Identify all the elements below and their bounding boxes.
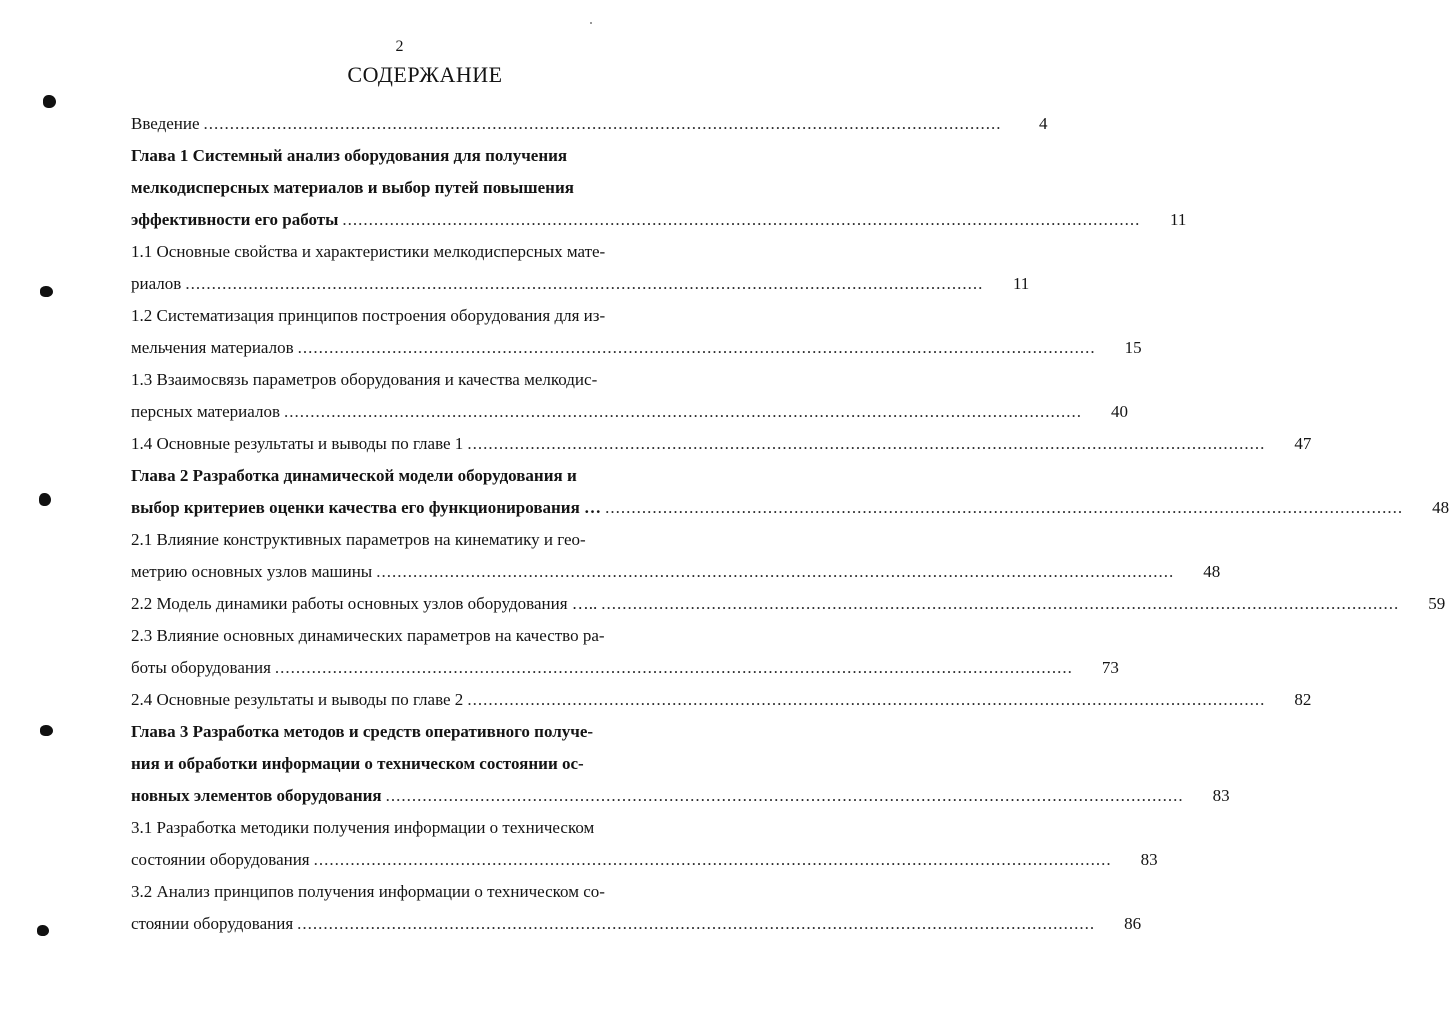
dot-leader <box>386 780 1184 812</box>
scan-blot <box>43 95 56 108</box>
toc-section-entry <box>131 812 1158 876</box>
toc-section-entry <box>131 428 1312 460</box>
toc-line <box>131 396 1128 428</box>
toc-page-number: 82 <box>1294 690 1312 709</box>
toc-line <box>131 684 1312 716</box>
toc-line <box>131 428 1312 460</box>
toc-line <box>131 652 1119 684</box>
toc-entry-text: 2.3 Влияние основных динамических параметров на качество ра- <box>131 626 605 645</box>
toc-page-number: 48 <box>1203 562 1221 581</box>
toc-entry-text: 2.1 Влияние конструктивных параметров на кинематику и гео- <box>131 530 586 549</box>
scan-blot <box>40 286 53 297</box>
toc-section-entry <box>131 300 1142 364</box>
toc-line <box>131 876 701 908</box>
toc-line <box>131 908 1142 940</box>
toc-line <box>131 620 701 652</box>
toc-entry-text: эффективности его работы <box>131 210 339 229</box>
page-number: 2 <box>395 38 404 55</box>
toc-section-entry <box>131 684 1312 716</box>
scan-blot <box>37 925 49 936</box>
toc-entry-text: новных элементов оборудования <box>131 786 382 805</box>
dot-leader <box>185 268 983 300</box>
toc-line <box>131 748 701 780</box>
toc-page-number: 73 <box>1101 658 1119 677</box>
dot-leader <box>467 684 1265 716</box>
toc-chapter-entry <box>131 460 1449 524</box>
toc-line <box>131 236 701 268</box>
toc-entry-text: состоянии оборудования <box>131 850 310 869</box>
toc-entry-text: 1.1 Основные свойства и характеристики мелкодисперсных мате- <box>131 242 606 261</box>
toc-entry-text: риалов <box>131 274 182 293</box>
toc-page-number: 40 <box>1110 402 1128 421</box>
toc-page-number: 48 <box>1432 498 1449 517</box>
toc-page-number: 11 <box>1170 210 1187 229</box>
toc-section-entry <box>131 524 1221 588</box>
dot-leader <box>284 396 1082 428</box>
dot-leader <box>376 556 1174 588</box>
toc-page-number: 47 <box>1294 434 1312 453</box>
scan-blot <box>39 493 51 506</box>
toc-entry-text: Глава 1 Системный анализ оборудования для получения <box>131 146 568 165</box>
toc-line <box>131 588 1446 620</box>
toc-line <box>131 492 1449 524</box>
scan-dot <box>590 22 592 24</box>
toc-line <box>131 556 1221 588</box>
toc-entry-text: 1.2 Систематизация принципов построения оборудования для из- <box>131 306 606 325</box>
toc-entry-text: 3.2 Анализ принципов получения информации о техническом со- <box>131 882 605 901</box>
toc-entry-text: 1.3 Взаимосвязь параметров оборудования и качества мелкодис- <box>131 370 598 389</box>
toc-entry-text: 1.4 Основные результаты и выводы по главе 1 <box>131 434 464 453</box>
toc-page-number: 59 <box>1428 594 1446 613</box>
toc-page-number: 11 <box>1012 274 1030 293</box>
toc-section-entry <box>131 364 1128 428</box>
dot-leader <box>314 844 1112 876</box>
toc-entry-text: Глава 2 Разработка динамической модели оборудования и <box>131 466 577 485</box>
toc-entry-text: ния и обработки информации о техническом состоянии ос- <box>131 754 584 773</box>
toc-entry-text: 3.1 Разработка методики получения информации о техническом <box>131 818 595 837</box>
toc-entry-text: Введение <box>131 114 200 133</box>
toc-chapter-entry <box>131 140 1187 236</box>
toc-line <box>131 364 701 396</box>
dot-leader <box>601 588 1399 620</box>
toc-entry-text: Глава 3 Разработка методов и средств оперативного получе- <box>131 722 594 741</box>
toc-line <box>131 716 701 748</box>
table-of-contents <box>131 108 1449 940</box>
toc-line <box>131 460 701 492</box>
toc-page-number: 86 <box>1124 914 1142 933</box>
toc-line <box>131 172 701 204</box>
toc-entry-text: выбор критериев оценки качества его функционирования … <box>131 498 602 517</box>
toc-line <box>131 812 701 844</box>
dot-leader <box>298 332 1096 364</box>
toc-section-entry <box>131 108 1048 140</box>
dot-leader <box>204 108 1002 140</box>
toc-entry-text: 2.4 Основные результаты и выводы по главе 2 <box>131 690 464 709</box>
toc-line <box>131 332 1142 364</box>
toc-line <box>131 140 701 172</box>
toc-section-entry <box>131 876 1142 940</box>
toc-entry-text: мелкодисперсных материалов и выбор путей повышения <box>131 178 574 197</box>
toc-line <box>131 268 1030 300</box>
toc-line <box>131 108 1048 140</box>
toc-chapter-entry <box>131 716 1230 812</box>
toc-entry-text: персных материалов <box>131 402 280 421</box>
toc-page-number: 83 <box>1140 850 1158 869</box>
toc-section-entry <box>131 620 1119 684</box>
dot-leader <box>467 428 1265 460</box>
toc-page-number: 83 <box>1212 786 1230 805</box>
toc-entry-text: мельчения материалов <box>131 338 294 357</box>
toc-line <box>131 300 701 332</box>
page-title: СОДЕРЖАНИЕ <box>347 62 503 87</box>
toc-line <box>131 844 1158 876</box>
dot-leader <box>605 492 1403 524</box>
toc-entry-text: стоянии оборудования <box>131 914 294 933</box>
toc-entry-text: боты оборудования <box>131 658 271 677</box>
toc-section-entry <box>131 588 1446 620</box>
toc-page-number: 4 <box>1039 114 1048 133</box>
scan-blot <box>40 725 53 736</box>
toc-line <box>131 524 701 556</box>
dot-leader <box>297 908 1095 940</box>
dot-leader <box>342 204 1140 236</box>
dot-leader <box>275 652 1073 684</box>
toc-line <box>131 780 1230 812</box>
toc-section-entry <box>131 236 1030 300</box>
toc-line <box>131 204 1187 236</box>
toc-entry-text: метрию основных узлов машины <box>131 562 373 581</box>
toc-entry-text: 2.2 Модель динамики работы основных узлов оборудования ….. <box>131 594 598 613</box>
toc-page-number: 15 <box>1124 338 1142 357</box>
